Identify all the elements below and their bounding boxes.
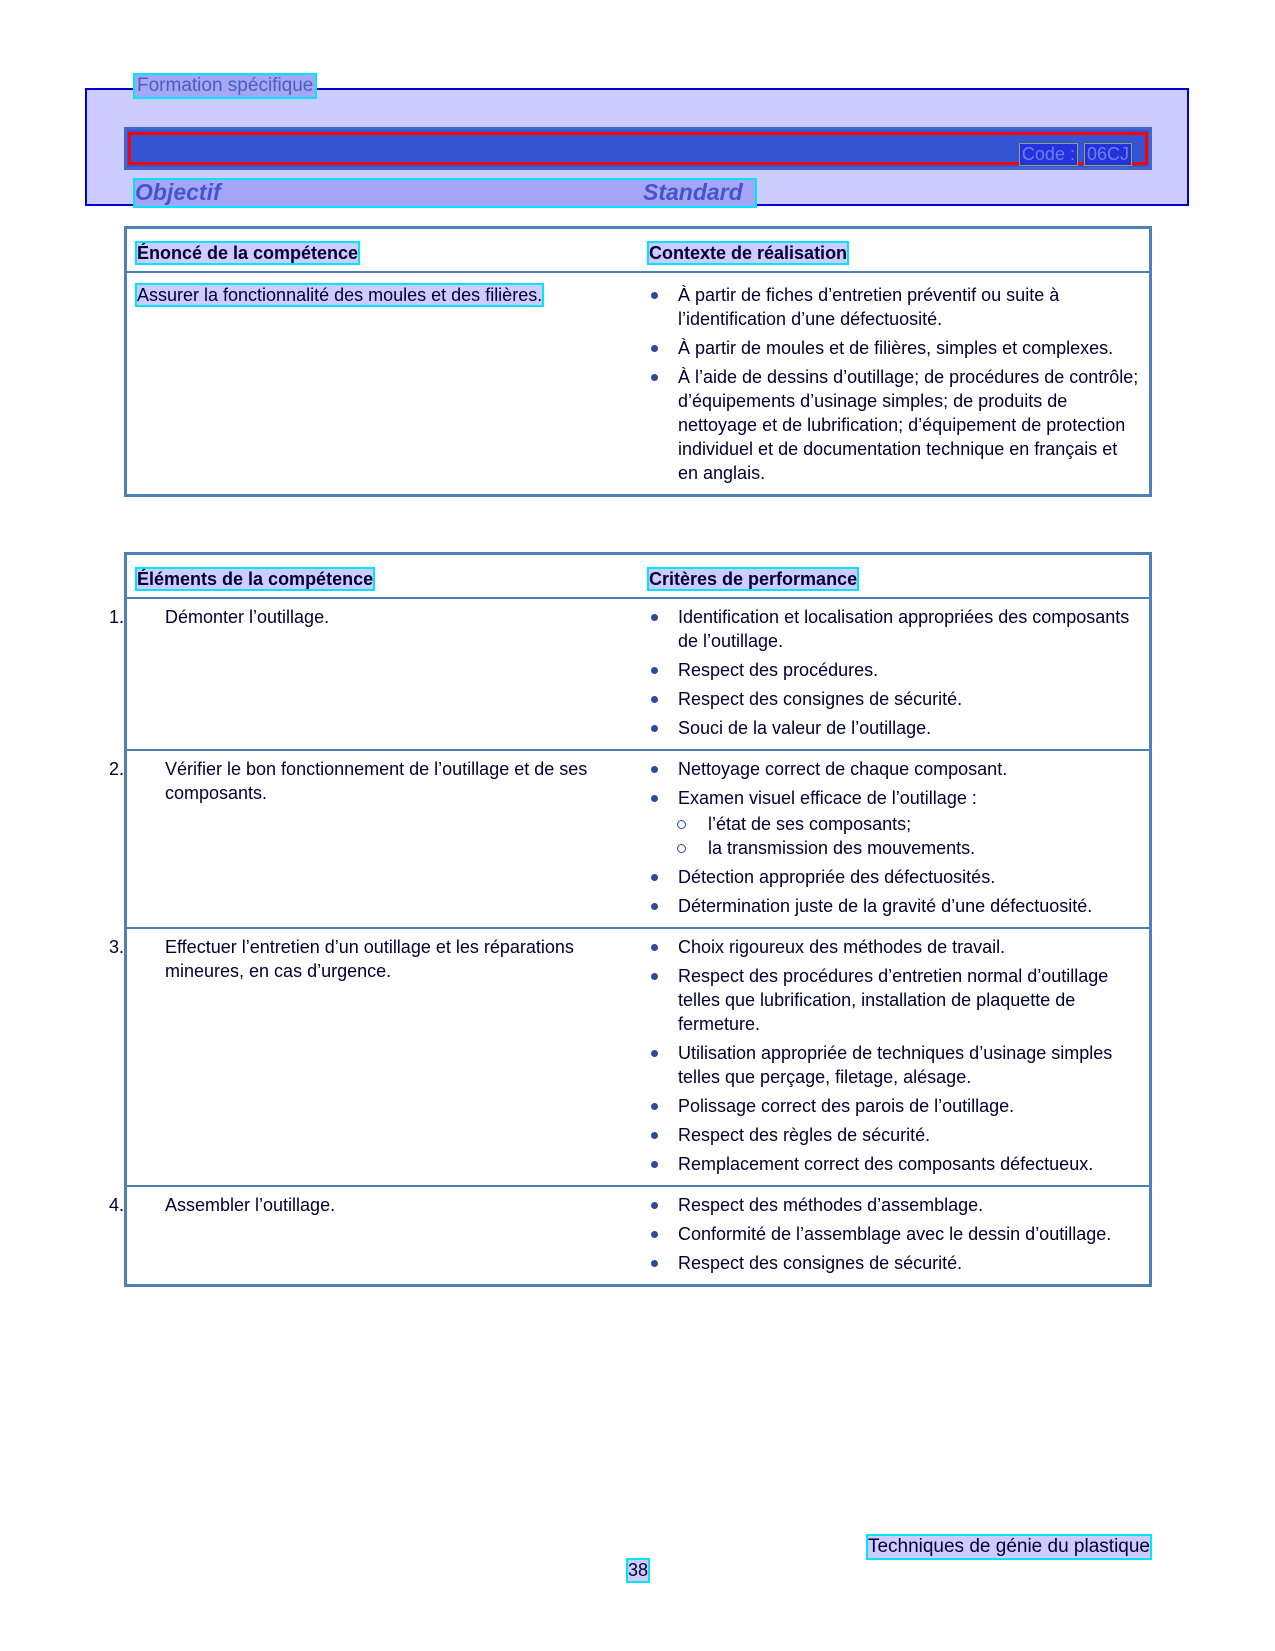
section-title: Formation spécifique <box>137 75 314 96</box>
criteres-heading: Critères de performance <box>649 569 858 589</box>
sub-critere-item: l’état de ses composants; <box>678 812 1139 836</box>
elements-table-header <box>126 554 1151 599</box>
contexte-item: À partir de moules et de filières, simples et complexes. <box>649 336 1139 360</box>
criteres-list <box>649 935 1139 1176</box>
critere-item: Conformité de l’assemblage avec le dessin d’outillage. <box>649 1222 1139 1246</box>
column-heading-objectif: Objectif <box>135 179 221 205</box>
contexte-item: À l’aide de dessins d’outillage; de procédures de contrôle; d’équipements d’usinage simples; de produits de nettoyage et de lubrification; d’équipement de protection individuel et de documentation technique en français et en anglais. <box>649 365 1139 485</box>
critere-item: Nettoyage correct de chaque composant. <box>649 757 1139 781</box>
code-value: 06CJ <box>1086 144 1129 164</box>
element-text <box>109 1193 629 1217</box>
enonce-text: Assurer la fonctionnalité des moules et des filières. <box>137 285 543 305</box>
critere-item: Détermination juste de la gravité d’une défectuosité. <box>649 894 1139 918</box>
competence-table <box>124 226 1152 497</box>
critere-item: Choix rigoureux des méthodes de travail. <box>649 935 1139 959</box>
sub-criteres-list <box>678 812 1139 860</box>
code-bar-inner <box>128 132 1148 165</box>
contexte-heading: Contexte de réalisation <box>649 243 848 263</box>
critere-item: Souci de la valeur de l’outillage. <box>649 716 1139 740</box>
element-number: 4. <box>109 1195 125 1215</box>
element-text <box>109 935 629 983</box>
element-text <box>109 757 629 805</box>
element-label: Démonter l’outillage. <box>165 607 330 627</box>
page-number: 38 <box>628 1560 649 1580</box>
code-label-text: Code : <box>1021 144 1075 164</box>
critere-item: Respect des consignes de sécurité. <box>649 1251 1139 1275</box>
criteres-list <box>649 1193 1139 1275</box>
element-row-3 <box>126 928 1151 1186</box>
element-row-1 <box>126 598 1151 750</box>
element-row-4 <box>126 1186 1151 1286</box>
element-number: 2. <box>109 759 125 779</box>
element-label: Vérifier le bon fonctionnement de l’outillage et de ses composants. <box>165 759 588 803</box>
elements-heading: Éléments de la compétence <box>137 569 374 589</box>
critere-item: Respect des consignes de sécurité. <box>649 687 1139 711</box>
critere-item: Respect des méthodes d’assemblage. <box>649 1193 1139 1217</box>
column-heading-standard: Standard <box>643 179 743 205</box>
critere-item: Polissage correct des parois de l’outillage. <box>649 1094 1139 1118</box>
sub-critere-item: la transmission des mouvements. <box>678 836 1139 860</box>
critere-item: Respect des règles de sécurité. <box>649 1123 1139 1147</box>
critere-item: Identification et localisation appropriées des composants de l’outillage. <box>649 605 1139 653</box>
competence-table-header <box>126 228 1151 273</box>
element-label: Effectuer l’entretien d’un outillage et les réparations mineures, en cas d’urgence. <box>165 937 574 981</box>
critere-item: Respect des procédures. <box>649 658 1139 682</box>
criteres-list <box>649 757 1139 918</box>
element-number: 3. <box>109 937 125 957</box>
code-label <box>1020 144 1131 165</box>
code-bar <box>124 127 1152 170</box>
enonce-heading: Énoncé de la compétence <box>137 243 359 263</box>
critere-item: Respect des procédures d’entretien normal d’outillage telles que lubrification, installation de plaquette de fermeture. <box>649 964 1139 1036</box>
critere-item: Détection appropriée des défectuosités. <box>649 865 1139 889</box>
critere-item <box>649 786 1139 860</box>
element-row-2 <box>126 750 1151 928</box>
element-number: 1. <box>109 607 125 627</box>
element-text <box>109 605 629 629</box>
critere-item: Remplacement correct des composants défectueux. <box>649 1152 1139 1176</box>
element-label: Assembler l’outillage. <box>165 1195 336 1215</box>
elements-table <box>109 552 1152 1287</box>
contexte-item: À partir de fiches d’entretien préventif ou suite à l’identification d’une défectuosité. <box>649 283 1139 331</box>
criteres-list <box>649 605 1139 740</box>
competence-table-row <box>126 272 1151 496</box>
critere-text: Examen visuel efficace de l’outillage : <box>678 788 977 808</box>
critere-item: Utilisation appropriée de techniques d’usinage simples telles que perçage, filetage, alésage. <box>649 1041 1139 1089</box>
footer-program-name: Techniques de génie du plastique <box>867 1536 1150 1557</box>
contexte-list <box>649 283 1139 485</box>
